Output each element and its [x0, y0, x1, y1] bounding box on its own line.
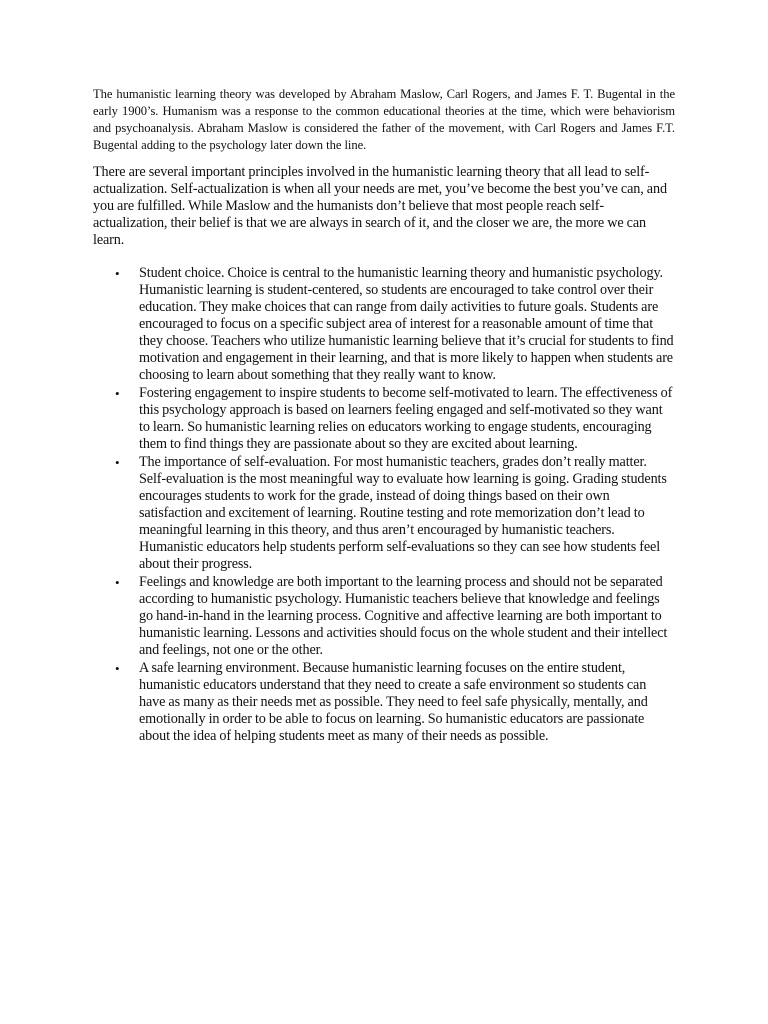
list-item-text: Student choice. Choice is central to the humanistic learning theory and humanistic psychology. Humanistic learning is student-centered, so students are encouraged to take control over their education. They make choices that can range from daily activities to future goals. Students are encouraged to focus on a specific subject area of interest for a reasonable amount of time that they choose. Teachers who utilize humanistic learning believe that it’s crucial for students to find motivation and engagement in their learning, and that is more likely to happen when students are choosing to learn about something that they really want to know. — [139, 265, 674, 383]
intro-paragraph: The humanistic learning theory was developed by Abraham Maslow, Carl Rogers, and James F. T. Bugental in the early 1900’s. Humanism was a response to the common educational theories at the time, which were behaviorism and psychoanalysis. Abraham Maslow is considered the father of the movement, with Carl Rogers and James F.T. Bugental adding to the psychology later down the line. — [93, 87, 675, 152]
principles-paragraph: There are several important principles involved in the humanistic learning theory that all lead to self-actualization. Self-actualization is when all your needs are met, you’ve become the best you’ve can, and you are fulfilled. While Maslow and the humanists don’t believe that most people reach self-actualization, their belief is that we are always in search of it, and the closer we are, the more we can learn. — [93, 164, 667, 248]
bullet-icon: • — [115, 266, 120, 281]
list-item — [93, 660, 675, 745]
bullet-icon: • — [115, 386, 120, 401]
bullet-icon: • — [115, 661, 120, 676]
list-item-text: The importance of self-evaluation. For most humanistic teachers, grades don’t really matter. Self-evaluation is the most meaningful way to evaluate how learning is going. Grading students encourages students to work for the grade, instead of doing things based on their own satisfaction and excitement of learning. Routine testing and rote memorization don’t lead to meaningful learning in this theory, and thus aren’t encouraged by humanistic teachers. Humanistic educators help students perform self-evaluations so they can see how students feel about their progress. — [139, 454, 667, 572]
bullet-icon: • — [115, 455, 120, 470]
list-item — [93, 385, 675, 453]
principles-list — [93, 265, 675, 745]
list-item-text: A safe learning environment. Because humanistic learning focuses on the entire student, humanistic educators understand that they need to create a safe environment so students can have as many as their needs met as possible. They need to feel safe physically, mentally, and emotionally in order to be able to focus on learning. So humanistic educators are passionate about the idea of helping students meet as many of their needs as possible. — [139, 660, 648, 744]
list-item-text: Feelings and knowledge are both important to the learning process and should not be separated according to humanistic psychology. Humanistic teachers believe that knowledge and feelings go hand-in-hand in the learning process. Cognitive and affective learning are both important to humanistic learning. Lessons and activities should focus on the whole student and their intellect and feelings, not one or the other. — [139, 574, 668, 658]
list-item-text: Fostering engagement to inspire students to become self-motivated to learn. The effectiveness of this psychology approach is based on learners feeling engaged and self-motivated so they want to learn. So humanistic learning relies on educators working to engage students, encouraging them to find things they are passionate about so they are excited about learning. — [139, 385, 673, 452]
document-page — [93, 86, 675, 746]
bullet-icon: • — [115, 575, 120, 590]
list-item — [93, 574, 675, 659]
list-item — [93, 454, 675, 573]
list-item — [93, 265, 675, 384]
